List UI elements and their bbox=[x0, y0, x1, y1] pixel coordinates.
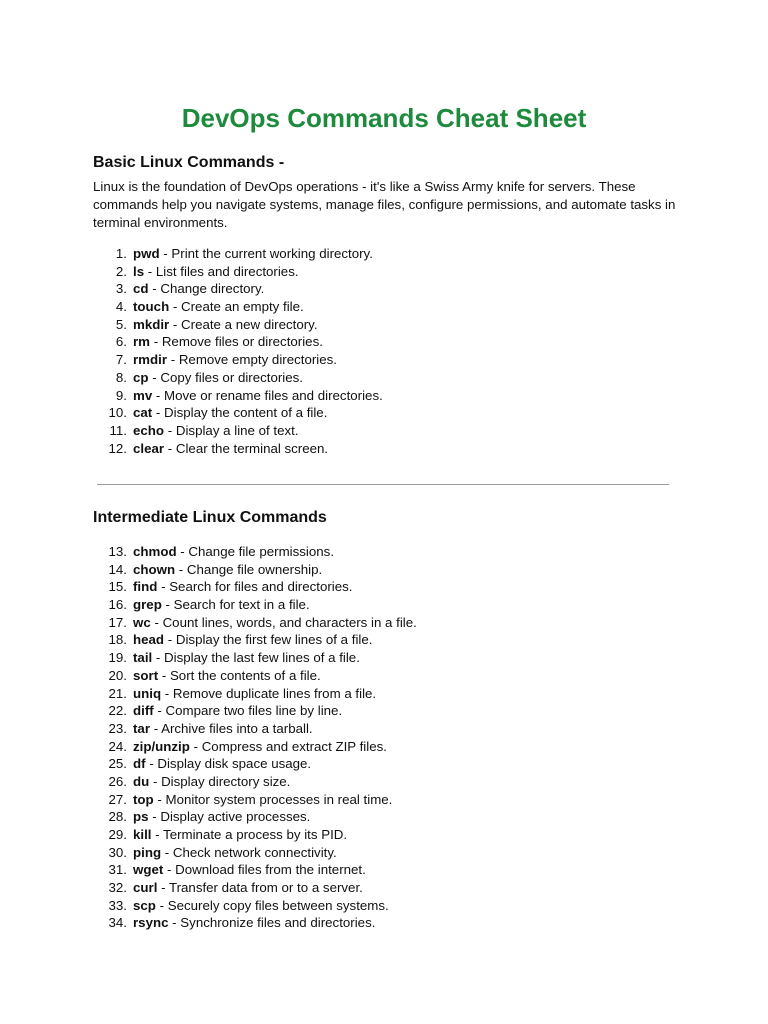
command-name: tar bbox=[133, 720, 150, 736]
list-item-number: 15. bbox=[108, 579, 127, 595]
command-description: - Create a new directory. bbox=[169, 316, 318, 332]
command-description: - Monitor system processes in real time. bbox=[153, 791, 393, 807]
list-item-number: 29. bbox=[108, 827, 127, 842]
command-name: rm bbox=[133, 334, 150, 350]
list-item-number: 22. bbox=[108, 703, 127, 719]
list-item-number: 28. bbox=[108, 809, 127, 825]
command-description: - Download files from the internet. bbox=[163, 862, 366, 878]
list-item bbox=[93, 738, 417, 756]
list-item bbox=[93, 387, 383, 405]
list-item-number: 31. bbox=[108, 862, 127, 878]
section-divider bbox=[97, 484, 669, 485]
command-name: mkdir bbox=[133, 316, 170, 332]
list-item bbox=[93, 614, 417, 632]
command-name: df bbox=[133, 756, 146, 772]
list-item-number: 25. bbox=[108, 756, 127, 772]
list-item bbox=[93, 649, 417, 667]
list-item bbox=[93, 685, 417, 703]
command-name: chown bbox=[133, 561, 176, 577]
command-description: - Change file ownership. bbox=[175, 561, 323, 577]
list-item-number: 23. bbox=[108, 720, 127, 736]
command-description: - List files and directories. bbox=[144, 263, 299, 279]
command-name: clear bbox=[133, 440, 165, 456]
list-item-number: 30. bbox=[108, 844, 127, 860]
list-item bbox=[93, 667, 417, 685]
command-description: - Remove empty directories. bbox=[167, 352, 337, 368]
list-item bbox=[93, 280, 383, 298]
command-name: echo bbox=[133, 422, 165, 438]
list-item-number: 5. bbox=[115, 316, 127, 332]
command-name: tail bbox=[133, 650, 153, 666]
list-item-number: 7. bbox=[115, 352, 127, 368]
command-description: - Archive files into a tarball. bbox=[150, 720, 313, 736]
list-item bbox=[93, 333, 383, 351]
list-item-number: 4. bbox=[115, 299, 127, 315]
basic-commands-list bbox=[93, 245, 383, 457]
command-description: - Remove duplicate lines from a file. bbox=[161, 685, 377, 701]
command-description: - Transfer data from or to a server. bbox=[157, 880, 363, 896]
list-item-number: 1. bbox=[115, 246, 127, 261]
command-description: - Display a line of text. bbox=[164, 422, 299, 438]
list-item bbox=[93, 879, 417, 897]
list-item-number: 27. bbox=[108, 791, 127, 807]
list-item-number: 34. bbox=[108, 915, 127, 931]
command-description: - Display the last few lines of a file. bbox=[152, 650, 360, 666]
list-item bbox=[93, 897, 417, 915]
list-item bbox=[93, 826, 417, 844]
list-item bbox=[93, 578, 417, 596]
list-item-number: 20. bbox=[108, 667, 127, 683]
command-description: - Check network connectivity. bbox=[161, 844, 337, 860]
list-item bbox=[93, 808, 417, 826]
list-item bbox=[93, 316, 383, 334]
list-item bbox=[93, 596, 417, 614]
command-name: sort bbox=[133, 667, 159, 683]
command-name: cd bbox=[133, 281, 149, 297]
command-description: - Change directory. bbox=[148, 281, 265, 297]
list-item-number: 14. bbox=[108, 561, 127, 577]
list-item bbox=[93, 543, 417, 561]
command-name: find bbox=[133, 579, 158, 595]
list-item-number: 26. bbox=[108, 773, 127, 789]
list-item-number: 10. bbox=[108, 405, 127, 421]
command-name: wget bbox=[133, 862, 164, 878]
list-item-number: 24. bbox=[108, 738, 127, 754]
intermediate-commands-heading: Intermediate Linux Commands bbox=[93, 509, 327, 526]
list-item bbox=[93, 631, 417, 649]
command-name: ping bbox=[133, 844, 162, 860]
list-item-number: 13. bbox=[108, 544, 127, 559]
command-description: - Display directory size. bbox=[149, 773, 291, 789]
command-description: - Move or rename files and directories. bbox=[152, 387, 383, 403]
command-description: - Search for text in a file. bbox=[161, 597, 310, 613]
list-item-number: 8. bbox=[115, 369, 127, 385]
command-name: ls bbox=[133, 263, 145, 279]
list-item bbox=[93, 702, 417, 720]
list-item-number: 2. bbox=[115, 263, 127, 279]
command-description: - Display the content of a file. bbox=[152, 405, 328, 421]
command-name: mv bbox=[133, 387, 153, 403]
intermediate-commands-list bbox=[93, 543, 417, 932]
command-name: kill bbox=[133, 827, 152, 842]
command-name: cat bbox=[133, 405, 153, 421]
command-name: uniq bbox=[133, 685, 162, 701]
command-name: touch bbox=[133, 299, 170, 315]
list-item bbox=[93, 844, 417, 862]
command-name: ps bbox=[133, 809, 149, 825]
list-item-number: 11. bbox=[109, 422, 127, 438]
command-name: rmdir bbox=[133, 352, 167, 368]
list-item-number: 19. bbox=[108, 650, 127, 666]
command-description: - Search for files and directories. bbox=[157, 579, 353, 595]
command-description: - Count lines, words, and characters in a file. bbox=[150, 614, 417, 630]
command-description: - Synchronize files and directories. bbox=[168, 915, 376, 931]
command-name: top bbox=[133, 791, 154, 807]
command-description: - Change file permissions. bbox=[176, 544, 335, 559]
list-item-number: 9. bbox=[115, 387, 127, 403]
list-item-number: 6. bbox=[115, 334, 127, 350]
command-description: - Print the current working directory. bbox=[159, 246, 373, 261]
command-description: - Display active processes. bbox=[148, 809, 311, 825]
list-item-number: 21. bbox=[108, 685, 127, 701]
command-description: - Sort the contents of a file. bbox=[158, 667, 321, 683]
list-item-number: 18. bbox=[108, 632, 127, 648]
command-name: zip/unzip bbox=[133, 738, 190, 754]
list-item bbox=[93, 861, 417, 879]
command-name: du bbox=[133, 773, 150, 789]
list-item-number: 3. bbox=[115, 281, 127, 297]
list-item-number: 12. bbox=[108, 440, 127, 456]
command-name: rsync bbox=[133, 915, 169, 931]
list-item bbox=[93, 263, 383, 281]
list-item bbox=[93, 298, 383, 316]
basic-commands-intro: Linux is the foundation of DevOps operations - it's like a Swiss Army knife for servers. These commands help you navigate systems, manage files, configure permissions, and automate tasks in terminal environments. bbox=[93, 179, 676, 230]
command-name: curl bbox=[133, 880, 158, 896]
command-description: - Compress and extract ZIP files. bbox=[189, 738, 387, 754]
list-item-number: 16. bbox=[108, 597, 127, 613]
list-item bbox=[93, 914, 417, 932]
list-item bbox=[93, 422, 383, 440]
command-description: - Compare two files line by line. bbox=[153, 703, 343, 719]
list-item bbox=[93, 561, 417, 579]
basic-commands-heading: Basic Linux Commands - bbox=[93, 154, 285, 171]
list-item-number: 33. bbox=[108, 897, 127, 913]
command-name: scp bbox=[133, 897, 156, 913]
list-item bbox=[93, 791, 417, 809]
command-description: - Remove files or directories. bbox=[150, 334, 323, 350]
command-description: - Clear the terminal screen. bbox=[164, 440, 329, 456]
list-item bbox=[93, 440, 383, 458]
command-description: - Terminate a process by its PID. bbox=[151, 827, 348, 842]
command-name: diff bbox=[133, 703, 154, 719]
command-description: - Securely copy files between systems. bbox=[155, 897, 389, 913]
command-description: - Display the first few lines of a file. bbox=[164, 632, 373, 648]
list-item bbox=[93, 351, 383, 369]
list-item bbox=[93, 773, 417, 791]
list-item bbox=[93, 245, 383, 263]
command-name: pwd bbox=[133, 246, 160, 261]
command-description: - Display disk space usage. bbox=[145, 756, 312, 772]
command-name: cp bbox=[133, 369, 149, 385]
list-item bbox=[93, 755, 417, 773]
list-item bbox=[93, 404, 383, 422]
page-title: DevOps Commands Cheat Sheet bbox=[181, 103, 587, 133]
command-name: head bbox=[133, 632, 165, 648]
command-name: wc bbox=[133, 614, 151, 630]
list-item-number: 32. bbox=[108, 880, 127, 896]
command-name: chmod bbox=[133, 544, 177, 559]
command-name: grep bbox=[133, 597, 162, 613]
list-item bbox=[93, 720, 417, 738]
command-description: - Create an empty file. bbox=[169, 299, 304, 315]
list-item-number: 17. bbox=[108, 614, 127, 630]
list-item bbox=[93, 369, 383, 387]
command-description: - Copy files or directories. bbox=[148, 369, 303, 385]
